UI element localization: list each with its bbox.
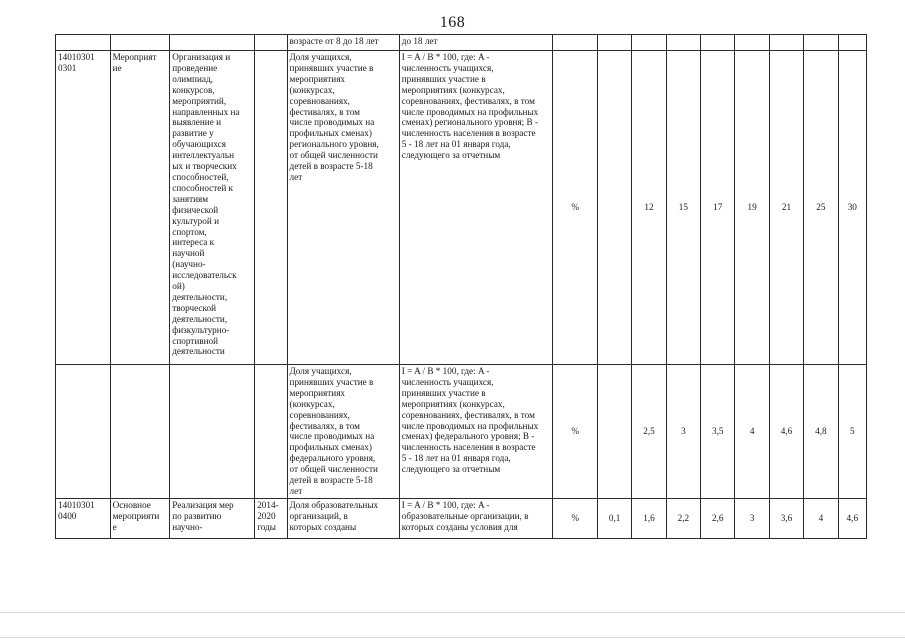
row-formula-cell: до 18 лет: [399, 35, 553, 51]
row-type-cell: Основное мероприяти е: [110, 498, 170, 538]
row-unit-cell: [553, 35, 597, 51]
indicator-table: [55, 34, 867, 539]
row-year-value-cell: 21: [769, 51, 803, 365]
row-year-value-cell: 2,6: [701, 498, 735, 538]
row-year-value-cell: 3,6: [769, 498, 803, 538]
row-year-value-cell: [632, 35, 666, 51]
row-formula-cell: I = A / B * 100, где: A - образовательные организации, в которых созданы условия для: [399, 498, 553, 538]
row-year-value-cell: 30: [838, 51, 866, 365]
row-year-value-cell: 4,6: [838, 498, 866, 538]
row-year-value-cell: [735, 35, 769, 51]
row-base-value-cell: [597, 365, 631, 499]
row-year-value-cell: 2,5: [632, 365, 666, 499]
row-name-cell: Реализация мер по развитию научно-: [170, 498, 255, 538]
row-base-value-cell: 0,1: [597, 498, 631, 538]
scan-line: [0, 637, 905, 638]
row-year-value-cell: [701, 35, 735, 51]
row-indicator-cell: Доля учащихся, принявших участие в мероприятиях (конкурсах, соревнованиях, фестивалях, в том числе проводимых на профильных сменах) федерального уровня, от общей численности детей в возрасте 5-18 лет: [287, 365, 399, 499]
row-indicator-cell: возрасте от 8 до 18 лет: [287, 35, 399, 51]
row-year-value-cell: 19: [735, 51, 769, 365]
row-code-cell: [56, 365, 111, 499]
row-indicator-cell: Доля учащихся, принявших участие в мероприятиях (конкурсах, соревнованиях, фестивалях, в том числе проводимых на профильных сменах) регионального уровня, от общей численности детей в возрасте 5-18 лет: [287, 51, 399, 365]
row-type-cell: [110, 35, 170, 51]
row-year-value-cell: 1,6: [632, 498, 666, 538]
row-formula-cell: I = A / B * 100, где: A - численность учащихся, принявших участие в мероприятиях (конкурсах, соревнованиях, фестивалях, в том числе проводимых на профильных сменах) федерального уровня; B - численность населения в возрасте 5 - 18 лет на 01 января года, следующего за отчетным: [399, 365, 553, 499]
row-base-value-cell: [597, 35, 631, 51]
row-name-cell: Организация и проведение олимпиад, конкурсов, мероприятий, направленных на выявление и развитие у обучающихся интеллектуальн ых и творческих способностей, способностей к занятиям физической культурой и спортом, интереса к научной (научно- исследовательск ой) деятельности, творческой деятельности, физкультурно- спортивной деятельности: [170, 51, 255, 365]
row-year-value-cell: 2,2: [666, 498, 700, 538]
row-year-value-cell: 4,6: [769, 365, 803, 499]
table-row: [56, 365, 867, 499]
row-code-cell: 14010301 0400: [56, 498, 111, 538]
row-unit-cell: %: [553, 365, 597, 499]
row-formula-cell: I = A / B * 100, где: A - численность учащихся, принявших участие в мероприятиях (конкурсах, соревнованиях, фестивалях, в том числе проводимых на профильных сменах) регионального уровня; B - численность населения в возрасте 5 - 18 лет на 01 января года, следующего за отчетным: [399, 51, 553, 365]
row-period-cell: 2014- 2020 годы: [255, 498, 287, 538]
row-year-value-cell: 3,5: [701, 365, 735, 499]
scan-line: [0, 612, 905, 613]
row-year-value-cell: 3: [735, 498, 769, 538]
row-year-value-cell: 5: [838, 365, 866, 499]
table-body: [56, 35, 867, 539]
row-code-cell: 14010301 0301: [56, 51, 111, 365]
page-number: 168: [439, 14, 466, 31]
row-year-value-cell: 4: [735, 365, 769, 499]
row-year-value-cell: 4,8: [804, 365, 838, 499]
row-year-value-cell: 12: [632, 51, 666, 365]
row-base-value-cell: [597, 51, 631, 365]
row-indicator-cell: Доля образовательных организаций, в которых созданы: [287, 498, 399, 538]
row-type-cell: [110, 365, 170, 499]
row-year-value-cell: [769, 35, 803, 51]
row-year-value-cell: [666, 35, 700, 51]
row-period-cell: [255, 51, 287, 365]
row-year-value-cell: [804, 35, 838, 51]
table-row: [56, 51, 867, 365]
row-year-value-cell: 4: [804, 498, 838, 538]
row-unit-cell: %: [553, 51, 597, 365]
row-unit-cell: %: [553, 498, 597, 538]
row-name-cell: [170, 35, 255, 51]
row-year-value-cell: 17: [701, 51, 735, 365]
row-year-value-cell: [838, 35, 866, 51]
table-row: [56, 35, 867, 51]
row-period-cell: [255, 365, 287, 499]
row-year-value-cell: 25: [804, 51, 838, 365]
row-year-value-cell: 3: [666, 365, 700, 499]
row-code-cell: [56, 35, 111, 51]
row-type-cell: Мероприят ие: [110, 51, 170, 365]
table-row: [56, 498, 867, 538]
row-period-cell: [255, 35, 287, 51]
row-name-cell: [170, 365, 255, 499]
row-year-value-cell: 15: [666, 51, 700, 365]
